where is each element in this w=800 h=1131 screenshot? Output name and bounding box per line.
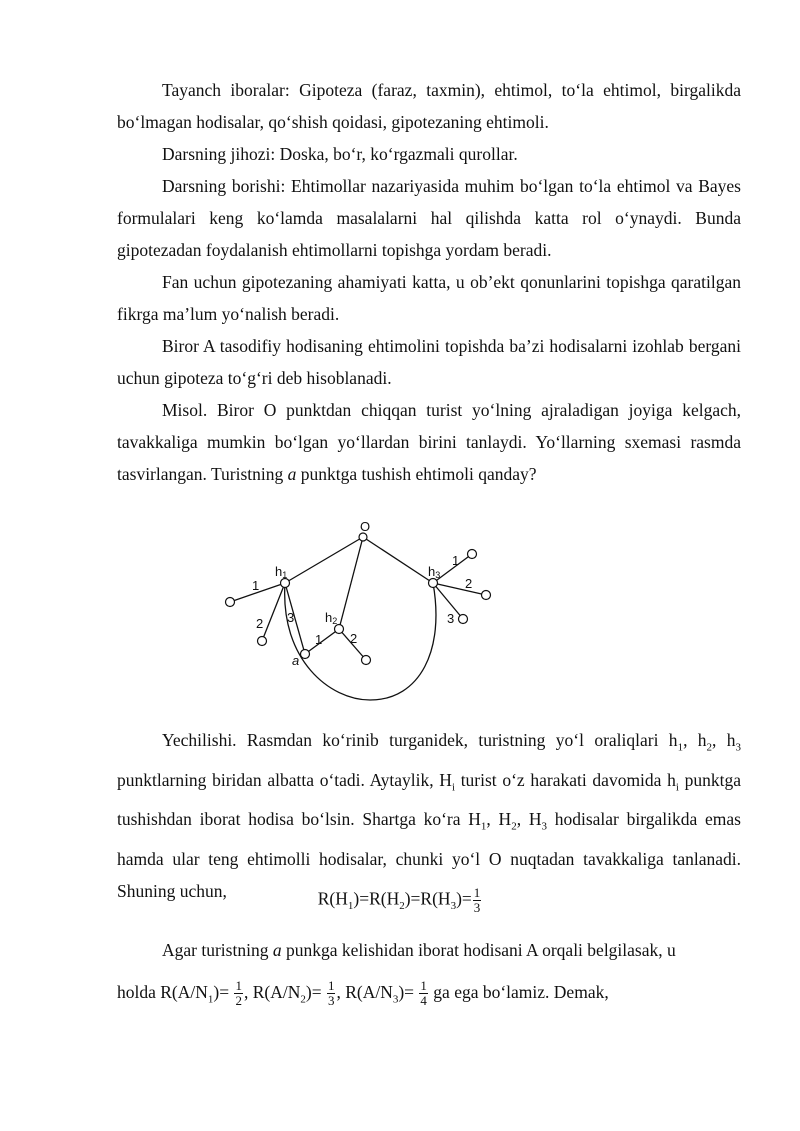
- label-h1: h1: [275, 564, 288, 580]
- solution-text: , H: [486, 809, 512, 829]
- sub-1: 1: [480, 820, 487, 833]
- solution-text: Yechilishi. Rasmdan ko‘rinib turganidek, turistning yo‘l oraliqlari h: [162, 730, 678, 750]
- solution-paragraph: [117, 724, 741, 907]
- node-a: [301, 650, 310, 659]
- equipment-text: Darsning jihozi: Doska, bo‘r, ko‘rgazmali qurollar.: [162, 144, 518, 164]
- keywords-text: Tayanch iboralar: Gipoteza (faraz, taxmin), ehtimol, to‘la ehtimol, birgalikda bo‘lmagan hodisalar, qo‘shish qoidasi, gipotezaning ehtimoli.: [117, 80, 741, 132]
- sub-3: 3: [541, 820, 547, 833]
- node-end-4: [468, 550, 477, 559]
- edge-label-h3-2: 2: [465, 576, 473, 591]
- fraction-one-third: $\frac{1}{3}$: [473, 885, 481, 915]
- fraction-one-third: $\frac{1}{3}$: [327, 978, 335, 1009]
- point-a-italic: a: [272, 940, 282, 960]
- solution-text: , H: [516, 809, 542, 829]
- sub-2: 2: [300, 993, 306, 1006]
- sub-3: 3: [450, 900, 457, 913]
- edge-label-h1-3: 3: [287, 610, 295, 625]
- example-text: Misol. Biror O punktdan chiqqan turist yo‘lning ajraladigan joyiga kelgach, tavakkaliga mumkin bo‘lgan yo‘llardan birini tanlaydi. Yo‘llarning sxemasi rasmda tasvirlangan. Turistning: [117, 400, 741, 484]
- node-end-6: [459, 615, 468, 624]
- cond-text: ga ega bo‘lamiz. Demak,: [428, 982, 609, 1002]
- hypothesis-text: Fan uchun gipotezaning ahamiyati katta, u ob’ekt qonunlarini topishga qaratilgan fikrga ma’lum yo‘nalish beradi.: [117, 272, 741, 324]
- cond-text: , R(A/N: [243, 982, 301, 1002]
- fraction-one-half: $\frac{1}{2}$: [235, 978, 242, 1009]
- node-end-3: [362, 656, 371, 665]
- cond-text: )=: [398, 982, 419, 1002]
- sub-1: 1: [347, 900, 354, 913]
- solution-text: , h: [712, 730, 736, 750]
- label-h2: h2: [325, 610, 338, 626]
- point-a-italic: a: [287, 464, 297, 484]
- solution-text: hodisalar birgalikda emas hamda ular teng ehtimolli hodisalar, chunki yo‘l O nuqtadan tavakkaliga tanlanadi. Shuning uchun,: [117, 809, 741, 901]
- solution-text: , h: [683, 730, 707, 750]
- cond-text: holda R(A/N: [117, 982, 208, 1002]
- event-text: punkga kelishidan iborat hodisani A orqali belgilasak, u: [281, 940, 676, 960]
- formula-text: )=R(H: [404, 888, 451, 909]
- cond-text: )=: [305, 982, 326, 1002]
- solution-text: punktlarning biridan albatta o‘tadi. Aytaylik, H: [117, 769, 452, 790]
- node-end-2: [258, 637, 267, 646]
- event-text: Agar turistning: [162, 940, 273, 960]
- node-O: [359, 533, 367, 541]
- label-O: O: [360, 519, 371, 534]
- edge-label-h1-2: 2: [256, 616, 264, 631]
- sub-3: 3: [392, 993, 399, 1006]
- edge-label-h2-1: 1: [315, 632, 323, 647]
- sub-i: i: [675, 781, 679, 793]
- node-end-1: [226, 598, 235, 607]
- edge-label-h3-3: 3: [447, 611, 455, 626]
- edge-label-h1-1: 1: [252, 578, 260, 593]
- fraction-one-quarter: $\frac{1}{4}$: [420, 978, 427, 1009]
- sub-i: i: [451, 781, 456, 793]
- cond-text: )=: [213, 982, 234, 1002]
- sub-2: 2: [511, 820, 517, 833]
- cond-text: , R(A/N: [336, 982, 393, 1002]
- sub-1: 1: [207, 993, 214, 1006]
- sub-2: 2: [399, 900, 405, 913]
- sub-1: 1: [677, 741, 684, 754]
- formula-text: )=R(H: [353, 888, 400, 909]
- lesson-text: Darsning borishi: Ehtimollar nazariyasida muhim bo‘lgan to‘la ehtimol va Bayes formulalari keng ko‘lamda masalalarni hal qilishda katta rol o‘ynaydi. Bunda gipotezadan foydalanish ehtimollarni topishga yordam beradi.: [117, 176, 741, 260]
- edge-label-h2-2: 2: [350, 631, 358, 646]
- example-text-end: punktga tushish ehtimoli qanday?: [296, 464, 537, 484]
- formula-text: R(H: [317, 888, 348, 909]
- sub-2: 2: [706, 741, 713, 754]
- probability-formula: [0, 886, 800, 915]
- event-paragraph: [117, 934, 741, 966]
- label-a: a: [292, 653, 300, 668]
- formula-text: )=: [456, 888, 472, 909]
- solution-text: punktga tushishdan iborat hodisa bo‘lsin. Shartga ko‘ra H: [117, 769, 742, 829]
- node-end-5: [482, 591, 491, 600]
- label-h3: h3: [428, 564, 441, 580]
- conditional-probabilities-line: [117, 976, 741, 1016]
- sub-3: 3: [735, 741, 742, 754]
- hypothesis-correct-text: Biror A tasodifiy hodisaning ehtimolini topishda ba’zi hodisalarni izohlab bergani uchun gipoteza to‘g‘ri deb hisoblanadi.: [117, 336, 741, 388]
- edge-label-h3-1: 1: [452, 553, 460, 568]
- solution-text: turist o‘z harakati davomida h: [455, 769, 676, 790]
